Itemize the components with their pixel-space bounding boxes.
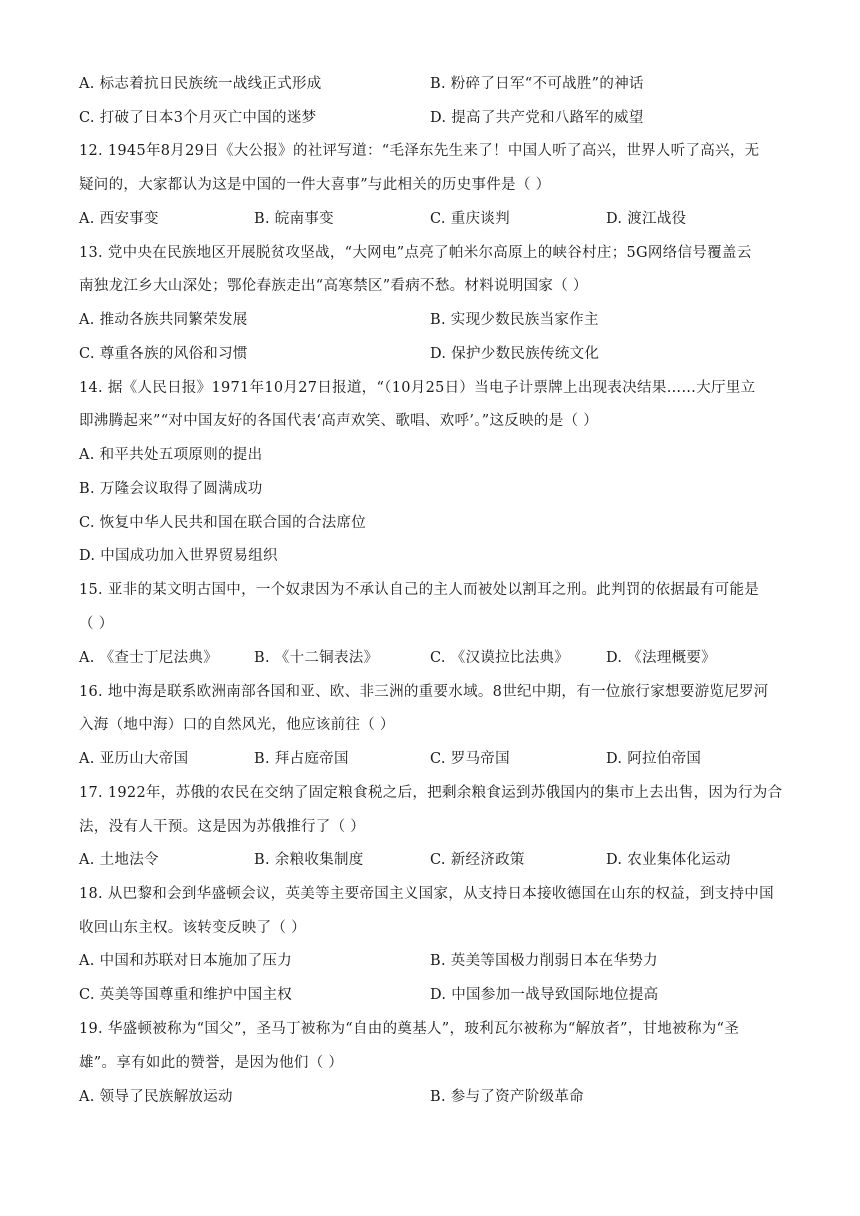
q15-option-a: A. 《查士丁尼法典》 [79,650,218,666]
q16-stem-line-2: 入海（地中海）口的自然风光，他应该前往（ ） [79,717,395,733]
q11-option-c: C. 打破了日本3个月灭亡中国的迷梦 [79,110,317,126]
q19-option-b: B. 参与了资产阶级革命 [430,1089,584,1105]
q19-option-a: A. 领导了民族解放运动 [79,1089,233,1105]
q13-option-c: C. 尊重各族的风俗和习惯 [79,346,248,362]
q11-option-a: A. 标志着抗日民族统一战线正式形成 [79,76,322,92]
q12-stem-line-2: 疑问的，大家都认为这是中国的一件大喜事”与此相关的历史事件是（ ） [79,177,551,193]
q17-option-c: C. 新经济政策 [430,852,525,868]
q18-option-a: A. 中国和苏联对日本施加了压力 [79,953,292,969]
q16-option-d: D. 阿拉伯帝国 [606,751,702,767]
q14-option-c: C. 恢复中华人民共和国在联合国的合法席位 [79,515,367,531]
q12-option-b: B. 皖南事变 [254,211,334,227]
q13-option-a: A. 推动各族共同繁荣发展 [79,312,248,328]
q14-option-b: B. 万隆会议取得了圆满成功 [79,481,263,497]
q12-option-d: D. 渡江战役 [606,211,687,227]
q13-stem-line-1: 13. 党中央在民族地区开展脱贫攻坚战，“大网电”点亮了帕米尔高原上的峡谷村庄；5G网络信号覆盖云 [79,245,752,261]
q17-option-b: B. 余粮收集制度 [254,852,364,868]
q15-option-d: D. 《法理概要》 [606,650,717,666]
q14-option-d: D. 中国成功加入世界贸易组织 [79,548,278,564]
q11-option-b: B. 粉碎了日军“不可战胜”的神话 [430,76,644,92]
q11-option-d: D. 提高了共产党和八路军的威望 [430,110,644,126]
q18-option-b: B. 英美等国极力削弱日本在华势力 [430,953,658,969]
q14-stem-line-2: 即沸腾起来”“对中国友好的各国代表‘高声欢笑、歌唱、欢呼’。”这反映的是（ ） [79,413,599,429]
q18-stem-line-1: 18. 从巴黎和会到华盛顿会议，英美等主要帝国主义国家，从支持日本接收德国在山东的权益，到支持中国 [79,886,774,902]
q14-option-a: A. 和平共处五项原则的提出 [79,447,263,463]
q16-option-c: C. 罗马帝国 [430,751,510,767]
q17-option-d: D. 农业集体化运动 [606,852,731,868]
q19-stem-line-2: 雄”。享有如此的赞誉，是因为他们（ ） [79,1055,344,1071]
q17-stem-line-1: 17. 1922年，苏俄的农民在交纳了固定粮食税之后，把剩余粮食运到苏俄国内的集市上去出售，因为行为合 [79,785,783,801]
q15-stem-line-2: （ ） [79,616,114,632]
q15-option-c: C. 《汉谟拉比法典》 [430,650,570,666]
q18-stem-line-2: 收回山东主权。该转变反映了（ ） [79,920,306,936]
q14-stem-line-1: 14. 据《人民日报》1971年10月27日报道，“（10月25日）当电子计票牌上出现表决结果……大厅里立 [79,380,756,396]
q16-option-b: B. 拜占庭帝国 [254,751,349,767]
q15-option-b: B. 《十二铜表法》 [254,650,379,666]
q19-stem-line-1: 19. 华盛顿被称为“国父”，圣马丁被称为“自由的奠基人”，玻利瓦尔被称为“解放者”，甘地被称为“圣 [79,1021,740,1037]
q12-stem-line-1: 12. 1945年8月29日《大公报》的社评写道：“毛泽东先生来了！中国人听了高兴，世界人听了高兴，无 [79,143,760,159]
q15-stem-line-1: 15. 亚非的某文明古国中，一个奴隶因为不承认自己的主人而被处以割耳之刑。此判罚的依据最有可能是 [79,582,760,598]
q13-stem-line-2: 南独龙江乡大山深处；鄂伦春族走出“高寒禁区”看病不愁。材料说明国家（ ） [79,278,588,294]
q18-option-c: C. 英美等国尊重和维护中国主权 [79,987,293,1003]
q16-option-a: A. 亚历山大帝国 [79,751,189,767]
q17-stem-line-2: 法，没有人干预。这是因为苏俄推行了（ ） [79,819,366,835]
q12-option-c: C. 重庆谈判 [430,211,510,227]
q13-option-b: B. 实现少数民族当家作主 [430,312,599,328]
q18-option-d: D. 中国参加一战导致国际地位提高 [430,987,659,1003]
q12-option-a: A. 西安事变 [79,211,159,227]
q13-option-d: D. 保护少数民族传统文化 [430,346,600,362]
q17-option-a: A. 土地法令 [79,852,159,868]
q16-stem-line-1: 16. 地中海是联系欧洲南部各国和亚、欧、非三洲的重要水域。8世纪中期，有一位旅行家想要游览尼罗河 [79,684,769,700]
